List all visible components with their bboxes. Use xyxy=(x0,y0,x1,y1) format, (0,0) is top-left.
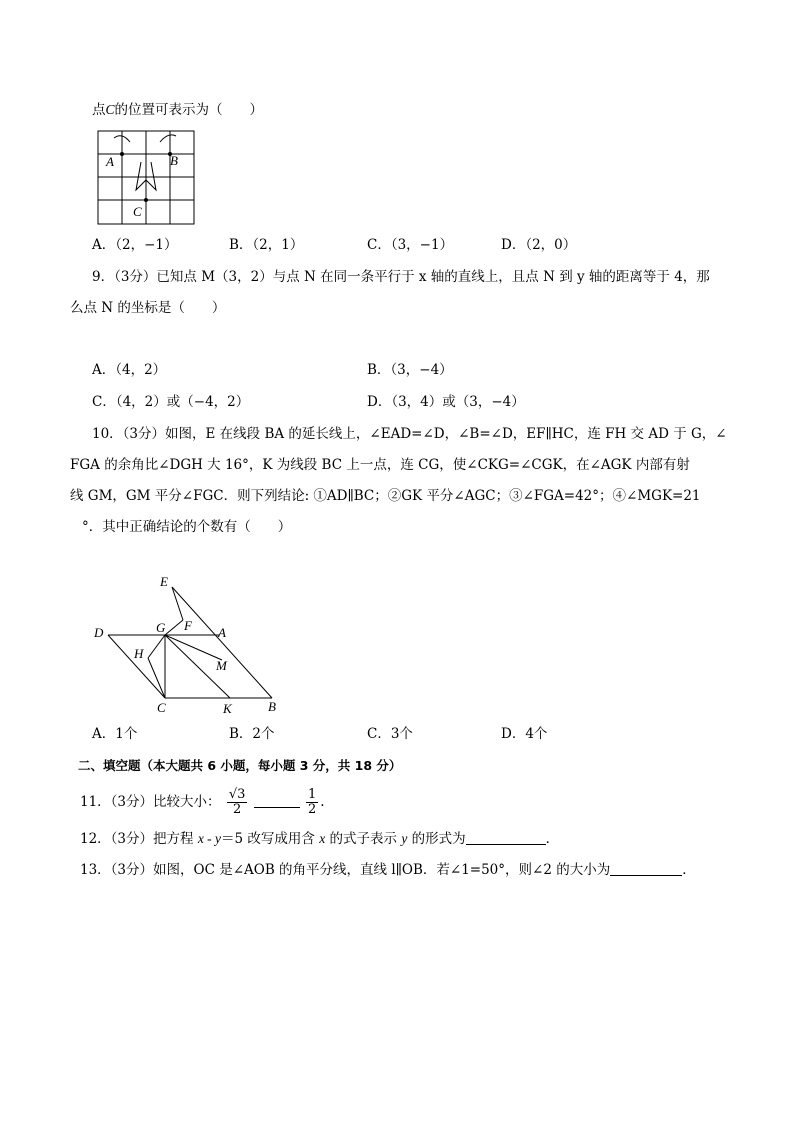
q10-option-d: D．4个 xyxy=(501,726,548,742)
q12-prefix: 12．（3分）把方程 xyxy=(80,831,198,847)
q8-text-b: 的位置可表示为（ ） xyxy=(114,102,264,118)
q10-option-a: A．1个 xyxy=(92,726,138,742)
q11-suffix: . xyxy=(320,794,325,810)
label-b: B xyxy=(170,153,178,168)
q12 xyxy=(80,830,559,848)
q11-frac1-num: √3 xyxy=(228,787,246,802)
line-eb xyxy=(172,587,272,698)
q11-frac1-den: 2 xyxy=(232,802,242,817)
section2-heading: 二、填空题（本大题共 6 小题，每小题 3 分，共 18 分） xyxy=(78,758,402,773)
q10-option-c: C．3个 xyxy=(367,726,413,742)
q12-var-x: x xyxy=(319,831,326,846)
line-gh xyxy=(148,635,165,658)
q11-frac2-num: 1 xyxy=(307,787,317,802)
q12-tail: 的形式为 xyxy=(407,831,466,847)
q8-text-a: 点 xyxy=(92,102,106,118)
line-fg xyxy=(165,620,183,635)
q12-equation: x - y xyxy=(197,831,222,846)
q10-option-b: B．2个 xyxy=(229,726,275,742)
q9-option-d: D．（3，4）或（3，−4） xyxy=(367,394,525,410)
line-hc xyxy=(148,658,165,698)
q9-stem-line1: 9．（3分）已知点 M（3，2）与点 N 在同一条平行于 x 轴的直线上，且点 N 到 y 轴的距离等于 4，那 xyxy=(92,269,710,285)
q11-answer-blank[interactable] xyxy=(254,793,300,808)
point-a xyxy=(120,152,124,156)
q10-stem-line4: °．其中正确结论的个数有（ ） xyxy=(82,519,292,535)
q8-option-a: A．（2，−1） xyxy=(92,237,178,253)
q10-stem-line1: 10．（3分）如图，E 在线段 BA 的延长线上，∠EAD=∠D，∠B=∠D，EF∥HC，连 FH 交 AD 于 G，∠ xyxy=(92,426,727,442)
line-ef xyxy=(172,587,183,620)
q12-answer-blank[interactable] xyxy=(466,830,546,845)
label-c: C xyxy=(133,204,142,219)
label-g: G xyxy=(156,620,166,635)
line-gm xyxy=(165,635,222,660)
q11-fraction-2 xyxy=(306,788,318,817)
label-d: D xyxy=(94,625,104,640)
line-dc xyxy=(108,635,165,698)
q12-mid: ＝5 改写成用含 xyxy=(221,831,320,847)
q10-stem-line2: FGA 的余角比∠DGH 大 16°，K 为线段 BC 上一点，连 CG，使∠CKG=∠CGK，在∠AGK 内部有射 xyxy=(70,457,690,473)
label-h: H xyxy=(134,646,144,661)
q9-option-b: B．（3，−4） xyxy=(367,362,453,378)
q11-prefix: 11．（3分）比较大小： xyxy=(80,794,221,810)
q8-option-b: B．（2，1） xyxy=(229,237,304,253)
q9-option-c: C．（4，2）或（−4，2） xyxy=(92,394,250,410)
arc-right xyxy=(160,135,176,142)
q9-option-a: A．（4，2） xyxy=(92,362,167,378)
q12-mid2: 的式子表示 xyxy=(325,831,402,847)
label-a: A xyxy=(218,625,226,640)
q9-stem-line2: 么点 N 的坐标是（ ） xyxy=(70,300,226,316)
label-f: F xyxy=(184,618,192,633)
label-k: K xyxy=(223,701,232,716)
q10-geometry-figure xyxy=(90,570,290,720)
q13-answer-blank[interactable] xyxy=(610,861,682,876)
q13 xyxy=(80,861,696,879)
point-c xyxy=(144,198,148,202)
q8-grid-figure xyxy=(92,128,202,228)
q8-stem xyxy=(92,101,263,119)
q13-suffix: ． xyxy=(682,862,696,878)
label-b: B xyxy=(268,699,276,714)
q8-var-c: C xyxy=(105,102,115,117)
q11-frac2-den: 2 xyxy=(307,802,317,817)
label-e: E xyxy=(160,574,168,589)
q10-stem-line3: 线 GM，GM 平分∠FGC．则下列结论: ①AD∥BC；②GK 平分∠AGC；③∠FGA=42°；④∠MGK=21 xyxy=(70,488,701,504)
label-a: A xyxy=(106,154,114,169)
q11-fraction-1 xyxy=(227,788,248,817)
q13-text: 13．（3分）如图，OC 是∠AOB 的角平分线，直线 l∥OB．若∠1=50°，则∠2 的大小为 xyxy=(80,862,611,878)
q8-option-c: C．（3，−1） xyxy=(367,237,454,253)
q11 xyxy=(80,782,325,822)
label-m: M xyxy=(216,658,227,673)
q8-option-d: D．（2，0） xyxy=(501,237,577,253)
q12-suffix: ． xyxy=(545,831,560,847)
label-c: C xyxy=(157,700,166,715)
q12-var-y: y xyxy=(401,831,408,846)
